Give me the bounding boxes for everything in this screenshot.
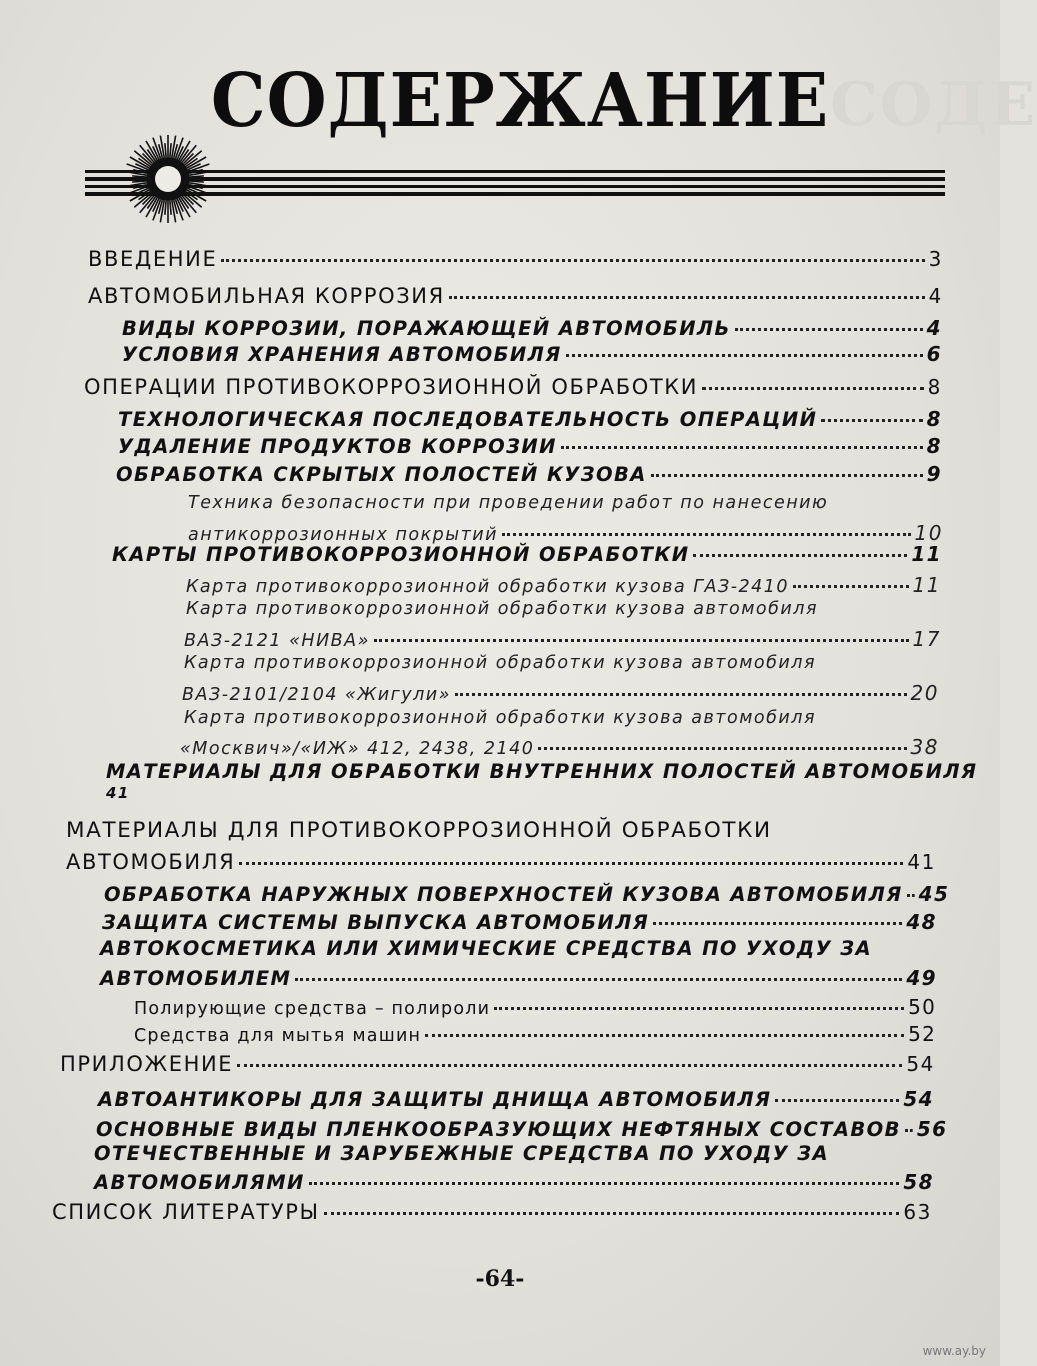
toc-entry[interactable] — [134, 995, 936, 1019]
dot-leader — [775, 1099, 899, 1102]
dot-leader — [702, 387, 924, 390]
toc-entry-title: АВТОМОБИЛЬНАЯ КОРРОЗИЯ — [88, 284, 445, 308]
toc-page-number: 6 — [926, 342, 942, 366]
toc-entry[interactable] — [118, 407, 942, 431]
toc-page-number: 54 — [903, 1087, 934, 1111]
dot-leader — [239, 862, 903, 865]
page-number-footer: -64- — [475, 1266, 525, 1292]
toc-entry[interactable] — [100, 966, 937, 990]
toc-page-number: 63 — [903, 1200, 932, 1224]
toc-page-number: 49 — [906, 966, 937, 990]
toc-entry[interactable] — [116, 462, 942, 486]
toc-entry-title-line1: Карта противокоррозионной обработки кузова автомобиля — [184, 708, 816, 728]
toc-entry[interactable] — [182, 681, 939, 705]
toc-page-number: 48 — [906, 910, 937, 934]
dot-leader — [905, 1129, 913, 1132]
toc-entry[interactable] — [88, 247, 943, 271]
dot-leader — [566, 354, 923, 357]
dot-leader — [502, 533, 911, 536]
toc-entry[interactable] — [180, 735, 939, 759]
toc-entry[interactable] — [66, 850, 936, 874]
toc-entry[interactable] — [122, 316, 942, 340]
toc-entry-title: АВТОМОБИЛЯ — [66, 850, 236, 874]
dot-leader — [735, 328, 923, 331]
toc-page-number: 9 — [926, 462, 942, 486]
dot-leader — [561, 446, 923, 449]
dot-leader — [494, 1007, 904, 1010]
toc-page-number: 50 — [908, 995, 936, 1019]
toc-entry-title[interactable]: МАТЕРИАЛЫ ДЛЯ ОБРАБОТКИ ВНУТРЕННИХ ПОЛОСТЕЙ АВТОМОБИЛЯ — [106, 760, 978, 783]
toc-entry-title: ПРИЛОЖЕНИЕ — [60, 1052, 234, 1076]
toc-entry-title: ОСНОВНЫЕ ВИДЫ ПЛЕНКООБРАЗУЮЩИХ НЕФТЯНЫХ СОСТАВОВ — [96, 1118, 901, 1141]
dot-leader — [425, 1034, 904, 1037]
dot-leader — [907, 894, 915, 897]
toc-entry-title: Карта противокоррозионной обработки кузова ГАЗ-2410 — [186, 577, 790, 597]
dot-leader — [237, 1064, 902, 1067]
toc-entry-title-line1: ОТЕЧЕСТВЕННЫЕ И ЗАРУБЕЖНЫЕ СРЕДСТВА ПО УХОДУ ЗА — [94, 1142, 830, 1165]
toc-entry[interactable] — [96, 1117, 948, 1141]
toc-entry-title: УДАЛЕНИЕ ПРОДУКТОВ КОРРОЗИИ — [118, 435, 557, 458]
page-title: СОДЕРЖАНИЕ — [210, 58, 830, 144]
dot-leader — [693, 554, 907, 557]
toc-entry-title: антикоррозионных покрытий — [188, 525, 499, 545]
dot-leader — [455, 693, 907, 696]
toc-page-number: 56 — [916, 1117, 948, 1141]
toc-entry-title: ОПЕРАЦИИ ПРОТИВОКОРРОЗИОННОЙ ОБРАБОТКИ — [84, 375, 699, 399]
toc-entry-title: СПИСОК ЛИТЕРАТУРЫ — [52, 1200, 320, 1224]
toc-entry-title-line1: Карта противокоррозионной обработки кузова автомобиля — [186, 599, 818, 619]
toc-entry-title-line1: АВТОКОСМЕТИКА ИЛИ ХИМИЧЕСКИЕ СРЕДСТВА ПО УХОДУ ЗА — [100, 937, 872, 960]
toc-entry-title: АВТОМОБИЛЯМИ — [94, 1171, 305, 1194]
dot-leader — [653, 922, 902, 925]
toc-entry-title: УСЛОВИЯ ХРАНЕНИЯ АВТОМОБИЛЯ — [122, 343, 562, 366]
dot-leader — [221, 259, 924, 262]
dot-leader — [324, 1212, 900, 1215]
toc-entry-title: ВАЗ-2121 «НИВА» — [184, 631, 370, 651]
dot-leader — [821, 419, 922, 422]
toc-page-number: 58 — [903, 1170, 934, 1194]
dot-leader — [538, 747, 906, 750]
toc-page-number: 11 — [912, 573, 941, 597]
toc-page-number: 41 — [907, 850, 936, 874]
dot-leader — [651, 474, 923, 477]
toc-page-number: 38 — [910, 735, 939, 759]
toc-page-number: 54 — [906, 1052, 935, 1076]
toc-entry[interactable] — [84, 375, 942, 399]
toc-page-number: 3 — [928, 247, 943, 271]
toc-entry[interactable] — [184, 627, 941, 651]
dot-leader — [309, 1182, 900, 1185]
toc-page-number: 4 — [928, 284, 943, 308]
dot-leader — [295, 978, 902, 981]
toc-page-number: 20 — [910, 681, 939, 705]
toc-entry-title: Средства для мытья машин — [134, 1026, 422, 1046]
site-watermark: www.ay.by — [922, 1344, 986, 1358]
toc-page-number: 8 — [926, 434, 942, 458]
toc-page-number: 4 — [926, 316, 942, 340]
toc-entry[interactable] — [104, 882, 950, 906]
toc-entry-title: ОБРАБОТКА НАРУЖНЫХ ПОВЕРХНОСТЕЙ КУЗОВА АВТОМОБИЛЯ — [104, 883, 903, 906]
toc-entry[interactable] — [118, 434, 942, 458]
toc-entry[interactable] — [134, 1022, 936, 1046]
toc-entry-title: ЗАЩИТА СИСТЕМЫ ВЫПУСКА АВТОМОБИЛЯ — [102, 911, 650, 934]
toc-page-number: 10 — [914, 521, 943, 545]
toc-entry[interactable] — [60, 1052, 935, 1076]
toc-entry-title: «Москвич»/«ИЖ» 412, 2438, 2140 — [180, 739, 535, 759]
toc-entry[interactable] — [52, 1200, 932, 1224]
toc-page-number: 45 — [918, 882, 950, 906]
toc-page-number: 11 — [911, 542, 942, 566]
toc-entry-title: ТЕХНОЛОГИЧЕСКАЯ ПОСЛЕДОВАТЕЛЬНОСТЬ ОПЕРАЦИЙ — [118, 408, 818, 431]
toc-entry-title: КАРТЫ ПРОТИВОКОРРОЗИОННОЙ ОБРАБОТКИ — [112, 543, 690, 566]
toc-entry[interactable] — [102, 910, 937, 934]
toc-entry[interactable] — [88, 284, 943, 308]
toc-entry-title-line1: Техника безопасности при проведении работ по нанесению — [188, 493, 829, 513]
toc-page-number: 8 — [927, 375, 942, 399]
toc-entry-title: АВТОАНТИКОРЫ ДЛЯ ЗАЩИТЫ ДНИЩА АВТОМОБИЛЯ — [98, 1088, 772, 1111]
toc-entry[interactable] — [94, 1170, 934, 1194]
toc-entry-title: Полирующие средства – полироли — [134, 999, 491, 1019]
dot-leader — [449, 296, 925, 299]
toc-entry[interactable] — [122, 342, 942, 366]
toc-entry-title-line1: Карта противокоррозионной обработки кузова автомобиля — [184, 653, 816, 673]
toc-entry[interactable] — [186, 573, 941, 597]
toc-entry-title: ВВЕДЕНИЕ — [88, 247, 218, 271]
toc-page-number: 17 — [912, 627, 941, 651]
show-through-text: СОДЕ — [830, 70, 1037, 140]
toc-entry[interactable] — [98, 1087, 934, 1111]
toc-entry-title-line1: МАТЕРИАЛЫ ДЛЯ ПРОТИВОКОРРОЗИОННОЙ ОБРАБОТКИ — [66, 818, 772, 843]
sunburst-divider-ornament — [85, 140, 945, 230]
toc-entry[interactable] — [112, 542, 942, 566]
toc-entry-title: ВАЗ-2101/2104 «Жигули» — [182, 685, 451, 705]
toc-entry-title: АВТОМОБИЛЕМ — [100, 967, 292, 990]
toc-page-number: 41 — [106, 784, 130, 802]
dot-leader — [793, 585, 908, 588]
dot-leader — [374, 639, 909, 642]
toc-entry-title: ВИДЫ КОРРОЗИИ, ПОРАЖАЮЩЕЙ АВТОМОБИЛЬ — [122, 317, 731, 340]
toc-entry-title: ОБРАБОТКА СКРЫТЫХ ПОЛОСТЕЙ КУЗОВА — [116, 463, 647, 486]
toc-page-number: 8 — [926, 407, 942, 431]
toc-page-number: 52 — [908, 1022, 936, 1046]
